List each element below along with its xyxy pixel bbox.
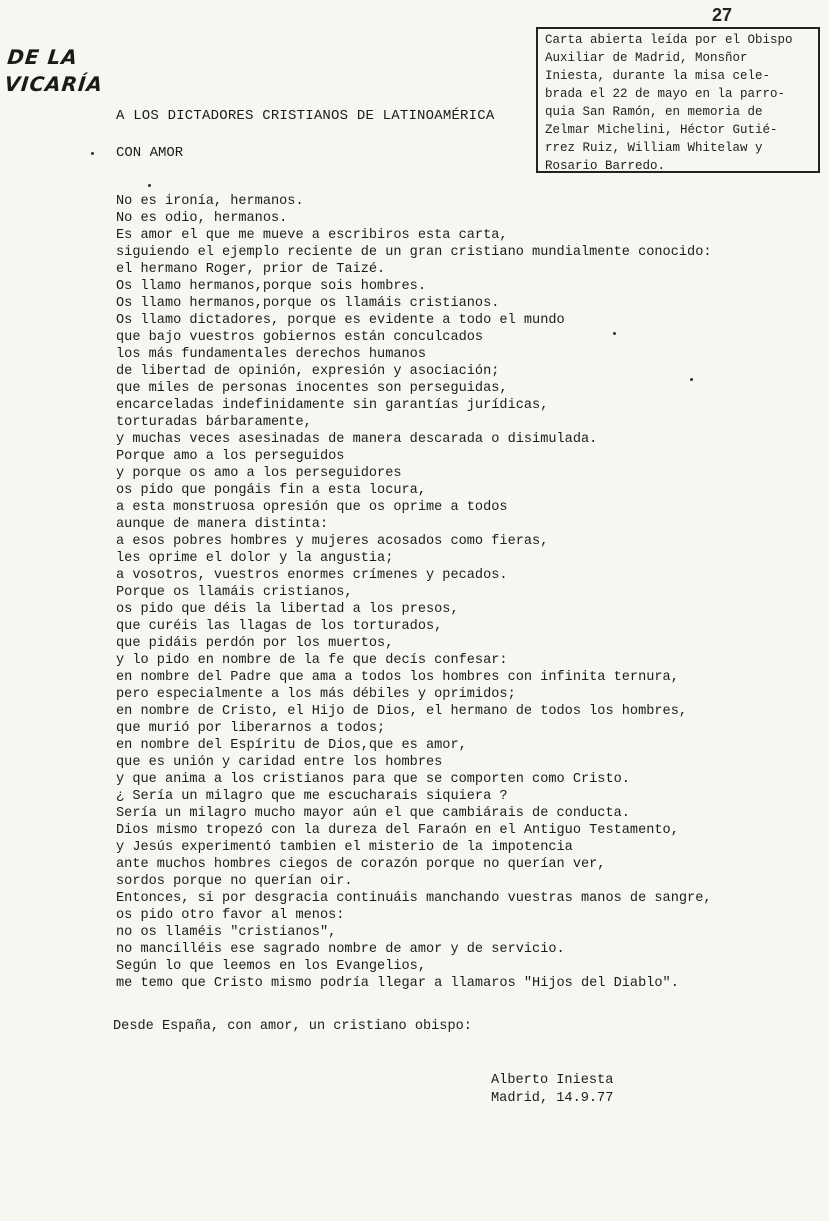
body-line: os pido otro favor al menos:	[116, 908, 345, 923]
note-line: Auxiliar de Madrid, Monsñor	[545, 51, 748, 65]
body-line: No es ironía, hermanos.	[116, 194, 304, 209]
body-line: a esta monstruosa opresión que os oprime a todos	[116, 500, 508, 515]
body-line: Sería un milagro mucho mayor aún el que cambiárais de conducta.	[116, 806, 630, 821]
body-line: Porque os llamáis cristianos,	[116, 585, 353, 600]
body-line: no mancilléis ese sagrado nombre de amor y de servicio.	[116, 942, 565, 957]
body-line: en nombre del Espíritu de Dios,que es amor,	[116, 738, 467, 753]
body-line: y Jesús experimentó tambien el misterio de la impotencia	[116, 840, 573, 855]
closing-line: Desde España, con amor, un cristiano obispo:	[113, 1019, 472, 1034]
body-line: aunque de manera distinta:	[116, 517, 329, 532]
letter-subtitle: CON AMOR	[116, 145, 184, 161]
body-line: sordos porque no querían oir.	[116, 874, 353, 889]
body-line: que pidáis perdón por los muertos,	[116, 636, 394, 651]
body-line: y porque os amo a los perseguidores	[116, 466, 402, 481]
body-line: me temo que Cristo mismo podría llegar a llamaros "Hijos del Diablo".	[116, 976, 679, 991]
body-line: ¿ Sería un milagro que me escucharais siquiera ?	[116, 789, 508, 804]
body-line: y que anima a los cristianos para que se comporten como Cristo.	[116, 772, 630, 787]
handwritten-annotation	[3, 44, 107, 98]
body-line: y lo pido en nombre de la fe que decís confesar:	[116, 653, 508, 668]
body-line: que curéis las llagas de los torturados,	[116, 619, 443, 634]
body-line: que es unión y caridad entre los hombres	[116, 755, 443, 770]
body-line: os pido que pongáis fin a esta locura,	[116, 483, 426, 498]
body-line: pero especialmente a los más débiles y oprimidos;	[116, 687, 516, 702]
letter-body	[116, 193, 826, 992]
ink-speck	[91, 152, 94, 155]
body-line: Entonces, si por desgracia continuáis manchando vuestras manos de sangre,	[116, 891, 712, 906]
body-line: siguiendo el ejemplo reciente de un gran cristiano mundialmente conocido:	[116, 245, 712, 260]
body-line: que bajo vuestros gobiernos están conculcados	[116, 330, 484, 345]
letter-title: A LOS DICTADORES CRISTIANOS DE LATINOAMÉRICA	[116, 108, 495, 124]
body-line: os pido que déis la libertad a los presos,	[116, 602, 459, 617]
body-line: Os llamo hermanos,porque os llamáis cristianos.	[116, 296, 500, 311]
body-line: que miles de personas inocentes son perseguidas,	[116, 381, 508, 396]
body-line: Según lo que leemos en los Evangelios,	[116, 959, 426, 974]
body-line: los más fundamentales derechos humanos	[116, 347, 426, 362]
ink-speck	[148, 184, 151, 187]
note-line: Iniesta, durante la misa cele-	[545, 69, 771, 83]
body-line: les oprime el dolor y la angustia;	[116, 551, 394, 566]
body-line: a esos pobres hombres y mujeres acosados como fieras,	[116, 534, 549, 549]
body-line: Porque amo a los perseguidos	[116, 449, 345, 464]
note-line: Rosario Barredo.	[545, 159, 666, 173]
body-line: de libertad de opinión, expresión y asociación;	[116, 364, 500, 379]
ink-speck	[613, 332, 616, 335]
note-line: Zelmar Michelini, Héctor Gutié-	[545, 123, 778, 137]
body-line: en nombre de Cristo, el Hijo de Dios, el hermano de todos los hombres,	[116, 704, 688, 719]
body-line: Os llamo dictadores, porque es evidente a todo el mundo	[116, 313, 565, 328]
note-line: rrez Ruiz, William Whitelaw y	[545, 141, 763, 155]
handwritten-line: DE LA	[6, 45, 80, 69]
handwritten-line: VICARÍA	[3, 72, 105, 96]
note-line: quia San Ramón, en memoria de	[545, 105, 763, 119]
body-line: y muchas veces asesinadas de manera descarada o disimulada.	[116, 432, 598, 447]
body-line: No es odio, hermanos.	[116, 211, 288, 226]
body-line: que murió por liberarnos a todos;	[116, 721, 386, 736]
body-line: Dios mismo tropezó con la dureza del Faraón en el Antiguo Testamento,	[116, 823, 679, 838]
note-line: Carta abierta leída por el Obispo	[545, 33, 793, 47]
body-line: Es amor el que me mueve a escribiros esta carta,	[116, 228, 508, 243]
body-line: Os llamo hermanos,porque sois hombres.	[116, 279, 426, 294]
body-line: ante muchos hombres ciegos de corazón porque no querían ver,	[116, 857, 606, 872]
body-line: encarceladas indefinidamente sin garantías jurídicas,	[116, 398, 549, 413]
page-number: 27	[712, 5, 733, 25]
body-line: no os llaméis "cristianos",	[116, 925, 337, 940]
note-line: brada el 22 de mayo en la parro-	[545, 87, 786, 101]
body-line: a vosotros, vuestros enormes crímenes y pecados.	[116, 568, 508, 583]
signature-place-date: Madrid, 14.9.77	[491, 1091, 614, 1106]
body-line: en nombre del Padre que ama a todos los hombres con infinita ternura,	[116, 670, 679, 685]
signature-block	[491, 1072, 613, 1108]
body-line: torturadas bárbaramente,	[116, 415, 312, 430]
body-line: el hermano Roger, prior de Taizé.	[116, 262, 386, 277]
ink-speck	[690, 378, 693, 381]
editorial-note-box	[536, 27, 820, 173]
signature-name: Alberto Iniesta	[491, 1073, 614, 1088]
